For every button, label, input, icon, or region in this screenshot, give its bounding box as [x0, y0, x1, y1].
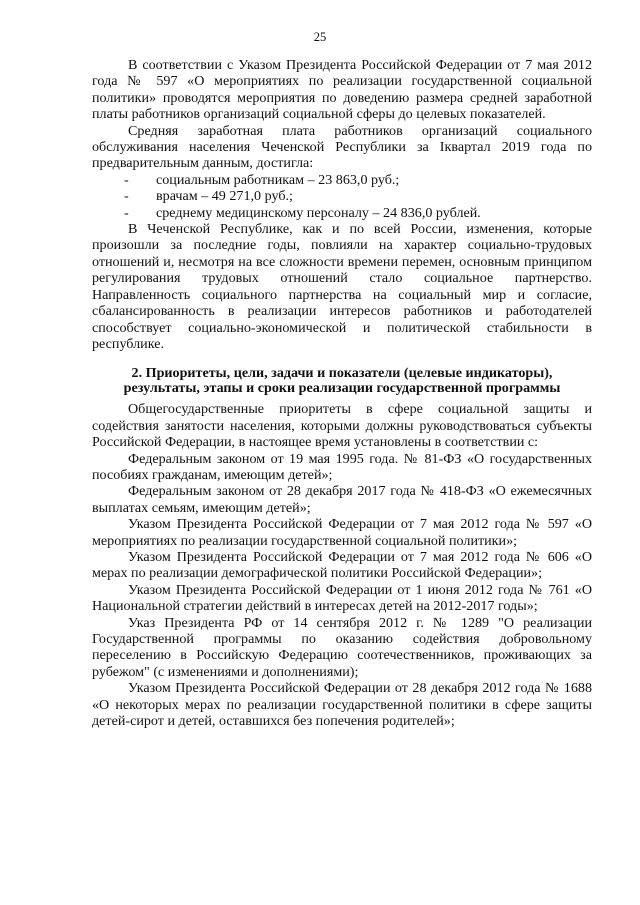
list-item — [92, 205, 592, 221]
list-item-text: социальным работникам – 23 863,0 руб.; — [156, 171, 400, 188]
section-heading-line-1: 2. Приоритеты, цели, задачи и показатели (целевые индикаторы), — [131, 365, 553, 382]
section-paragraph: Федеральным законом от 28 декабря 2017 года № 418-ФЗ «О ежемесячных выплатах семьям, имеющим детей»; — [92, 483, 592, 516]
section-paragraph: Указом Президента Российской Федерации от 28 декабря 2012 года № 1688 «О некоторых мерах по реализации государственной политики в сфере защиты детей-сирот и детей, оставшихся без попечения родителей»; — [92, 680, 592, 730]
document-body — [92, 57, 592, 729]
section-paragraph: Указом Президента Российской Федерации от 1 июня 2012 года № 761 «О Национальной стратегии действий в интересах детей на 2012-2017 годы»; — [92, 581, 592, 615]
section-paragraph: Общегосударственные приоритеты в сфере социальной защиты и содействия занятости населения, которыми должны руководствоваться субъекты Российской Федерации, в настоящее время установлены в соответствии с: — [92, 401, 592, 451]
intro-paragraph-2: Средняя заработная плата работников организаций социального обслуживания населения Чеченской Республики за Iквартал 2019 года по предварительным данным, достигла: — [92, 122, 592, 172]
social-partnership-paragraph: В Чеченской Республике, как и по всей России, изменения, которые произошли за последние годы, повлияли на характер социально-трудовых отношений и, несмотря на все сложности времени перемен, основным принципом регулирования трудовых отношений стало социальное партнерство. Направленность социального партнерства на социальный мир и согласие, сбалансированность в реализации интересов работников и работодателей способствует социально-экономической и политической стабильности в республике. — [92, 221, 592, 352]
intro-paragraph-1: В соответствии с Указом Президента Российской Федерации от 7 мая 2012 года № 597 «О мероприятиях по реализации государственной социальной политики» проводятся мероприятия по доведению размера средней заработной платы работников организаций социальной сферы до целевых показателей. — [92, 57, 592, 123]
list-item-text: среднему медицинскому персоналу – 24 836,0 рублей. — [156, 204, 481, 221]
section-paragraph: Указом Президента Российской Федерации от 7 мая 2012 года № 597 «О мероприятиях по реализации государственной социальной политики»; — [92, 516, 592, 549]
list-item-text: врачам – 49 271,0 руб.; — [156, 188, 293, 205]
dash-bullet-icon: - — [124, 171, 129, 188]
dash-bullet-icon: - — [124, 204, 129, 221]
section-heading — [92, 366, 592, 396]
salary-list — [92, 172, 592, 221]
section-heading-line-2: результаты, этапы и сроки реализации государственной программы — [123, 380, 561, 397]
section-paragraph: Указ Президента РФ от 14 сентября 2012 г. № 1289 "О реализации Государственной программы по оказанию содействия добровольному переселению в Российскую Федерацию соотечественников, проживающих за рубежом" (с изменениями и дополнениями); — [92, 614, 592, 680]
dash-bullet-icon: - — [124, 188, 129, 205]
list-item — [92, 172, 592, 188]
section-paragraph: Федеральным законом от 19 мая 1995 года. № 81-ФЗ «О государственных пособиях гражданам, имеющим детей»; — [92, 450, 592, 483]
section-paragraph: Указом Президента Российской Федерации от 7 мая 2012 года № 606 «О мерах по реализации демографической политики Российской Федерации»; — [92, 548, 592, 582]
page-number: 25 — [313, 30, 327, 44]
list-item — [92, 188, 592, 204]
